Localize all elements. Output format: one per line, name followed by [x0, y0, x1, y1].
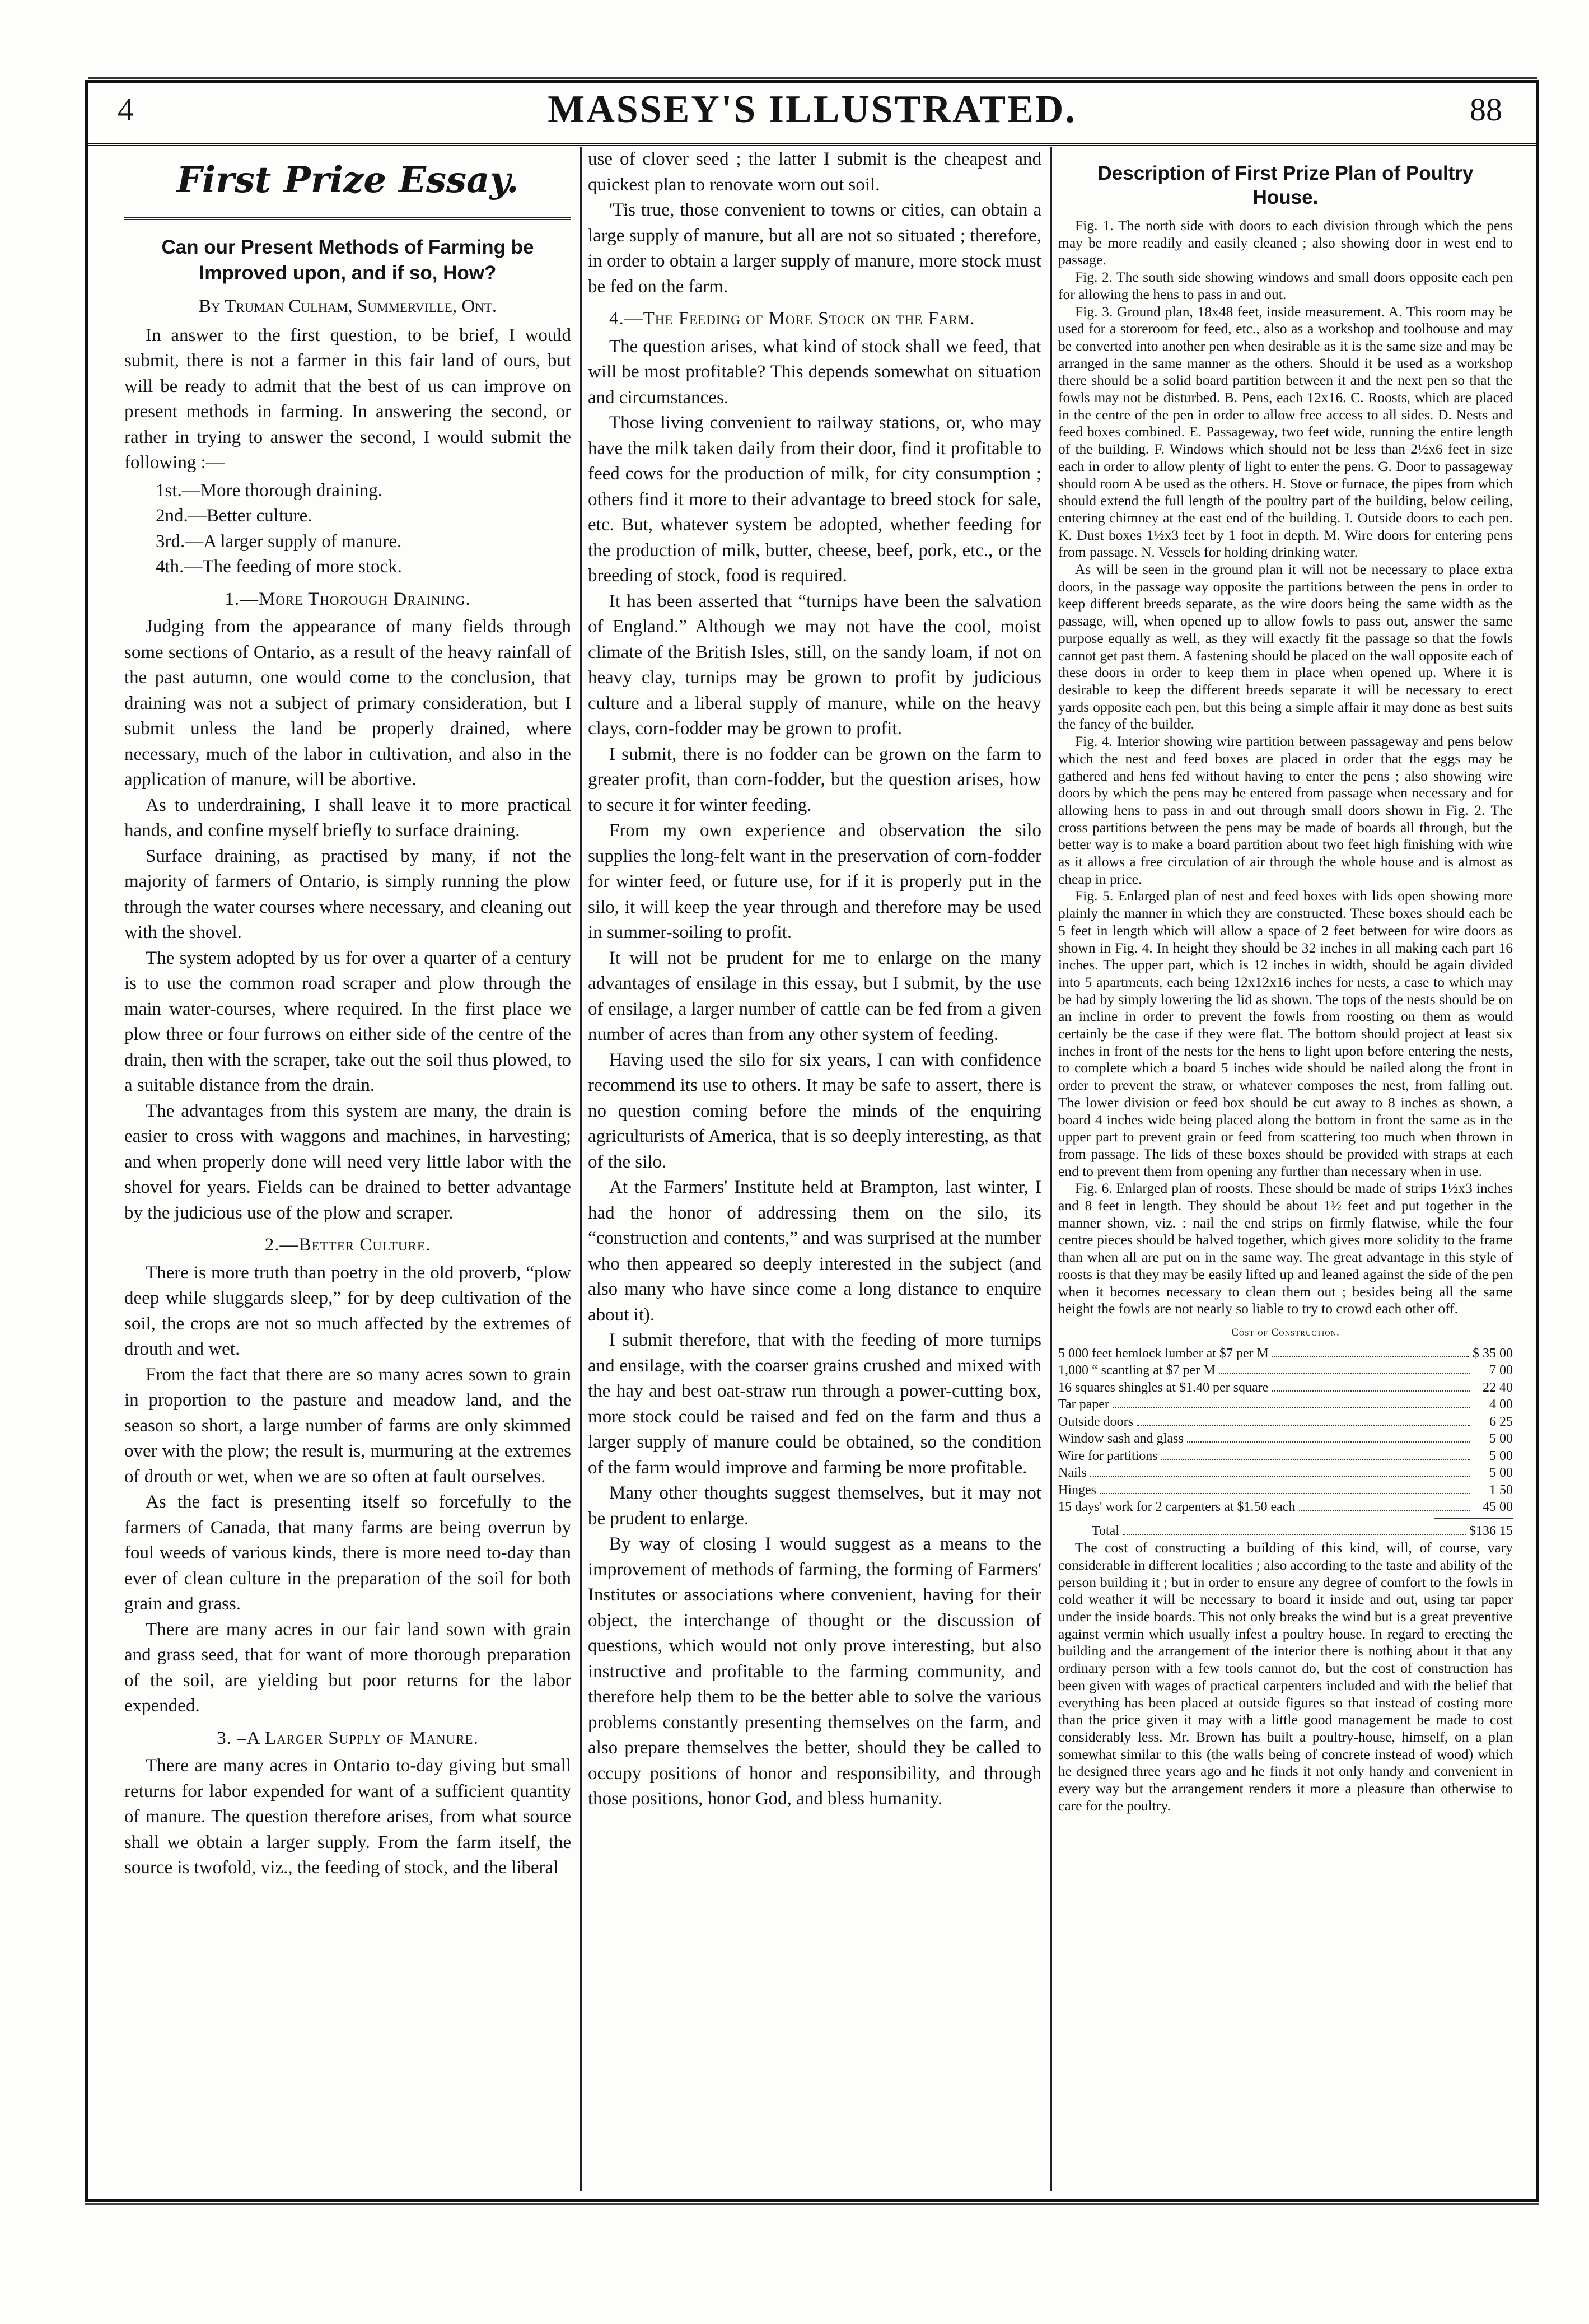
cost-amount: 5 00 [1489, 1431, 1513, 1446]
essay-title: Can our Present Methods of Farming be Improved upon, and if so, How? [161, 236, 534, 284]
paragraph: The question arises, what kind of stock shall we feed, that will be most profitable? This depends somewhat on situation and circumstances. [588, 336, 1041, 408]
cost-amount: 5 00 [1489, 1448, 1513, 1463]
total-label: Total [1092, 1523, 1119, 1538]
paragraph: Many other thoughts suggest themselves, but it may not be prudent to enlarge. [588, 1483, 1041, 1529]
cost-row [1058, 1396, 1513, 1413]
column-1 [124, 147, 571, 2196]
paragraph: 'Tis true, those convenient to towns or cities, can obtain a large supply of manure, but all are not so situated ; therefore, in order to obtain a larger supply of manure, more stock must be fed on the farm. [588, 200, 1041, 297]
cost-row [1058, 1345, 1513, 1362]
cost-item: 16 squares shingles at $1.40 per square [1058, 1380, 1269, 1395]
cost-item: Outside doors [1058, 1414, 1133, 1429]
paragraph: Those living convenient to railway stations, or, who may have the milk taken daily from their door, find it profitable to feed cows for the production of milk, for city consumption ; others find it more to their advantage to breed stock for sale, etc. But, whatever system be adopted, whether feeding for the production of milk, butter, cheese, beef, pork, etc., or the breeding of stock, food is required. [588, 413, 1041, 586]
paragraph: In answer to the first question, to be brief, I would submit, there is not a farmer in this fair land of ours, but will be ready to admit that the best of us can improve on present methods in farming. In answering the second, or rather in trying to answer the second, I would submit the following :— [124, 325, 571, 473]
subheading-culture: 2.—Better Culture. [264, 1235, 431, 1255]
paragraph: As the fact is presenting itself so forcefully to the farmers of Canada, that many farms are being overrun by foul weeds of various kinds, there is more need to-day than ever of clean culture in the preparation of the soil for both grain and grass. [124, 1492, 571, 1614]
figure-description: Fig. 6. Enlarged plan of roosts. These should be made of strips 1½x3 inches and 8 feet in length. They should be about 1½ feet and put together in the manner shown, viz. : nail the end strips on firmly flatwise, while the four centre pieces should be halved together, which gives more solidity to the frame than when all are put on in the same way. The great advantage in this style of roosts is that they may be easily lifted up and leaned against the side of the pen when it becomes necessary to clean them out ; besides being all the same height the fowls are not nearly so liable to try to crowd each other off. [1058, 1180, 1513, 1317]
bottom-rule [85, 2203, 1539, 2205]
total-rule [1434, 1518, 1513, 1519]
figure-description: Fig. 4. Interior showing wire partition between passageway and pens below which the nest and feed boxes are placed in order that the eggs may be gathered and hens fed without having to enter the pens ; also showing wire doors by which the pens may be entered from passage when necessary and for allowing hens to pass in and out through small doors shown in Fig. 2. The cross partitions between the pens may be made of boards all through, but the better way is to make a board partition about two feet high finishing with wire as it allows a free circulation of air through the whole house and is almost as cheap in price. [1058, 733, 1513, 887]
paragraph: At the Farmers' Institute held at Brampton, last winter, I had the honor of addressing them on the silo, its “construction and contents,” and was surprised at the number who then appeared so deeply interested in the subject (and also many who have since come a long distance to enquire about it). [588, 1177, 1041, 1325]
paragraph: By way of closing I would suggest as a means to the improvement of methods of farming, the forming of Farmers' Institutes or associations where convenient, having for their object, the interchange of thought or the discussion of questions, which would not only prove interesting, but also instructive and profitable to the farming community, and therefore help them to be the better able to solve the various problems constantly presenting themselves on the farm, and also prepare themselves the better, should they be called to occupy positions of honor and responsibility, and through those positions, honor God, and bless humanity. [588, 1534, 1041, 1809]
page-number-left: 4 [118, 91, 134, 128]
cost-row [1058, 1430, 1513, 1448]
paragraph: Surface draining, as practised by many, if not the majority of farmers of Ontario, is simply running the plow through the water courses where necessary, and cleaning out with the shovel. [124, 846, 571, 942]
paragraph: It has been asserted that “turnips have been the salvation of England.” Although we may not have the cool, moist climate of the British Isles, still, on the sandy loam, if not on heavy clay, turnips may be grown to profit by judicious culture and a liberal supply of manure, while on the heavy clays, corn-fodder may be grown to profit. [588, 591, 1041, 739]
paragraph: I submit, there is no fodder can be grown on the farm to greater profit, than corn-fodder, but the question arises, how to secure it for winter feeding. [588, 744, 1041, 815]
list-item: 2nd.—Better culture. [156, 506, 312, 526]
cost-row [1058, 1499, 1513, 1516]
cost-row [1058, 1362, 1513, 1379]
paragraph: As will be seen in the ground plan it will not be necessary to place extra doors, in the passage way opposite the partitions between the pens in order to keep different breeds separate, as the wire doors being the same width as the passage, will, when opened up to allow fowls to pass out, answer the same purpose equally as well, as they will exactly fit the passage so that the fowls cannot get past them. A fastening should be placed on the wall opposite each of these doors in order to keep them in place when opened up. Where it is desirable to keep the different breeds separate it will be necessary to erect yards opposite each pen, but this being a simple affair it may done as best suits the fancy of the builder. [1058, 561, 1513, 732]
paragraph: The advantages from this system are many, the drain is easier to cross with waggons and machines, in harvesting; and when properly done will need very little labor with the shovel for years. Fields can be drained to better advantage by the judicious use of the plow and scraper. [124, 1100, 571, 1223]
list-item: 4th.—The feeding of more stock. [156, 557, 402, 577]
column-2 [588, 147, 1041, 2196]
top-rule [88, 77, 1537, 79]
paragraph: As to underdraining, I shall leave it to more practical hands, and confine myself briefly to surface draining. [124, 795, 571, 841]
cost-row [1058, 1464, 1513, 1482]
subheading-manure: 3. –A Larger Supply of Manure. [217, 1728, 479, 1748]
cost-item: Nails [1058, 1466, 1087, 1481]
list-item: 3rd.—A larger supply of manure. [156, 531, 402, 552]
paragraph: From my own experience and observation the silo supplies the long-felt want in the preservation of corn-fodder for winter feed, or future use, for if it is properly put in the silo, it will keep the year through and therefore may be used in summer-soiling to profit. [588, 820, 1041, 942]
cost-item: Tar paper [1058, 1397, 1109, 1412]
cost-row [1058, 1482, 1513, 1499]
paragraph: There are many acres in Ontario to-day giving but small returns for labor expended for want of a sufficient quantity of manure. The question therefore arises, from what source shall we obtain a larger supply. From the farm itself, the source is twofold, viz., the feeding of stock, and the liberal [124, 1756, 571, 1878]
cost-row [1058, 1448, 1513, 1465]
figure-description: Fig. 3. Ground plan, 18x48 feet, inside measurement. A. This room may be used for a storeroom for feed, etc., also as a workshop and toolhouse and may be converted into another pen when desirable as it is the same size and may be arranged in the same manner as the others. Should it be used as a workshop there should be a solid board partition between it and the next pen so that the fowls may not be disturbed. B. Pens, each 12x16. C. Roosts, which are placed in the centre of the pen in order to allow free access to all sides. D. Nests and feed boxes combined. E. Passageway, two feet wide, running the entire length of the building. F. Windows which should not be less than 2½x6 feet in size each in order to allow plenty of light to enter the pens. G. Door to passageway should room A be used as the others. H. Stove or furnace, the pipes from which should extend the full length of the poultry part of the building, below ceiling, entering chimney at the east end of the building. I. Outside doors to each pen. K. Dust boxes 1½x3 feet by 1 foot in depth. M. Wire doors for entering pens from passage. N. Vessels for holding drinking water. [1058, 303, 1513, 561]
total-amount: $136 15 [1469, 1523, 1513, 1538]
column-rule-2 [1050, 147, 1052, 2191]
poultry-house-title: Description of First Prize Plan of Poultry House. [1097, 162, 1474, 208]
cost-item: Hinges [1058, 1482, 1096, 1497]
cost-amount: 45 00 [1483, 1500, 1513, 1515]
paragraph: From the fact that there are so many acres sown to grain in proportion to the pasture and meadow land, and the season so short, a large number of farms are only skimmed over with the plow; the result is, murmuring at the extremes of drouth or wet, when we are so often at fault ourselves. [124, 1364, 571, 1487]
cost-amount: $ 35 00 [1473, 1346, 1513, 1361]
cost-row [1058, 1413, 1513, 1431]
cost-row [1058, 1379, 1513, 1397]
paragraph: I submit therefore, that with the feeding of more turnips and ensilage, with the coarser grains crushed and mixed with the hay and best oat-straw run through a power-cutting box, more stock could be raised and fed on the farm and thus a larger supply of manure could be obtained, so the condition of the farm would improve and farming be more profitable. [588, 1330, 1041, 1478]
cost-item: 1,000 “ scantling at $7 per M [1058, 1363, 1216, 1378]
cost-amount: 4 00 [1489, 1397, 1513, 1412]
cost-amount: 1 50 [1489, 1482, 1513, 1497]
essay-byline: By Truman Culham, Summerville, Ont. [198, 296, 497, 316]
cost-table [1058, 1345, 1513, 1540]
column-rule-1 [580, 147, 582, 2191]
cost-total-row [1058, 1523, 1513, 1540]
paragraph: It will not be prudent for me to enlarge on the many advantages of ensilage in this essay, but I submit, by the use of ensilage, a larger number of cattle can be fed from a given number of acres than from any other system of feeding. [588, 948, 1041, 1044]
cost-heading: Cost of Construction. [1231, 1327, 1340, 1338]
subheading-feeding: 4.—The Feeding of More Stock on the Farm. [609, 309, 975, 329]
cost-amount: 6 25 [1489, 1414, 1513, 1429]
cost-item: Wire for partitions [1058, 1448, 1158, 1463]
paragraph: The system adopted by us for over a quarter of a century is to use the common road scraper and plow through the main water-courses, where required. In the first place we plow three or four furrows on either side of the centre of the drain, then with the scraper, take out the soil thus plowed, to a suitable distance from the drain. [124, 948, 571, 1095]
paragraph: Having used the silo for six years, I can with confidence recommend its use to others. It may be safe to assert, there is no question coming before the minds of the enquiring agriculturists of America, that is so deeply interesting, as that of the silo. [588, 1049, 1041, 1172]
cost-item: Window sash and glass [1058, 1431, 1184, 1446]
column-3 [1058, 147, 1513, 2196]
paragraph: There is more truth than poetry in the old proverb, “plow deep while sluggards sleep,” for by deep cultivation of the soil, the crops are not so much affected by the extremes of drouth and wet. [124, 1262, 571, 1359]
cost-amount: 22 40 [1483, 1380, 1513, 1395]
points-list [156, 478, 571, 580]
masthead-title: MASSEY'S ILLUSTRATED. [548, 88, 1077, 131]
paragraph: Judging from the appearance of many fields through some sections of Ontario, as a result of the heavy rainfall of the past autumn, one would come to the conclusion, that draining was not a subject of primary consideration, but I submit unless the land be properly drained, where necessary, much of the labor in cultivation, and also in the application of manure, will be abortive. [124, 617, 571, 790]
cost-amount: 5 00 [1489, 1466, 1513, 1481]
figure-description: Fig. 5. Enlarged plan of nest and feed boxes with lids open showing more plainly the manner in which they are constructed. These boxes should each be 5 feet in length which will allow a space of 2 feet between for wire doors as shown in Fig. 4. In height they should be 32 inches in all making each part 16 inches. The upper part, which is 12 inches in width, should be again divided into 5 apartments, each being 12x12x16 inches for nests, a case to which may be had by simply lowering the lid as shown. The tops of the nests should be on an incline in order to prevent the fowls from roosting on them as would certainly be the case if they were flat. The bottom should project at least six inches in front of the nests for the hens to light upon before entering the nests, to complete which a board 5 inches wide should be nailed along the front in order to prevent the straw, or whatever composes the nest, from falling out. The lower division or feed box should be cut away to 8 inches as shown, a board 4 inches wide being placed along the bottom in front the same as in the upper part to prevent grain or feed from scattering too much when thrown in from passage. The lids of these boxes should be provided with straps at each end to prevent them from opening any further than necessary when in use. [1058, 888, 1513, 1179]
paragraph: There are many acres in our fair land sown with grain and grass seed, that for want of more thorough preparation of the soil, are yielding but poor returns for the labor expended. [124, 1619, 571, 1716]
cost-amount: 7 00 [1489, 1363, 1513, 1378]
paragraph: use of clover seed ; the latter I submit is the cheapest and quickest plan to renovate worn out soil. [588, 149, 1041, 195]
cost-item: 15 days' work for 2 carpenters at $1.50 each [1058, 1500, 1296, 1515]
figure-description: Fig. 2. The south side showing windows and small doors opposite each pen for allowing the hens to pass in and out. [1058, 269, 1513, 302]
page-header [88, 85, 1536, 146]
list-item: 1st.—More thorough draining. [156, 480, 383, 501]
page-number-right: 88 [1470, 91, 1502, 128]
cost-item: 5 000 feet hemlock lumber at $7 per M [1058, 1346, 1269, 1361]
paragraph: The cost of constructing a building of this kind, will, of course, vary considerable in different localities ; also according to the taste and ability of the person building it ; but in order to ensure any degree of comfort to the fowls in cold weather it will be necessary to board it inside and out, using tar paper under the inside boards. This not only breaks the wind but is a great preventive against vermin which usually infest a poultry house. In regard to erecting the building and the arrangement of the interior there is nothing about it that any ordinary person with a few tools cannot do, but the cost of construction has been given with wages of practical carpenters included and with the belief that everything has been placed at outside figures so that instead of costing more than the price given it may with a little good management be made to cost considerably less. Mr. Brown has built a poultry-house, himself, on a plan somewhat similar to this (the walls being of concrete instead of wood) which he designed three years ago and he finds it not only handy and convenient in every way but the arrangement renders it more a pleasure than otherwise to care for the poultry. [1058, 1539, 1513, 1814]
section-divider [124, 217, 571, 220]
figure-description: Fig. 1. The north side with doors to each division through which the pens may be more readily and easily cleaned ; also showing door in west end to passage. [1058, 217, 1513, 268]
subheading-draining: 1.—More Thorough Draining. [225, 589, 471, 609]
section-heading: First Prize Essay. [176, 159, 519, 201]
